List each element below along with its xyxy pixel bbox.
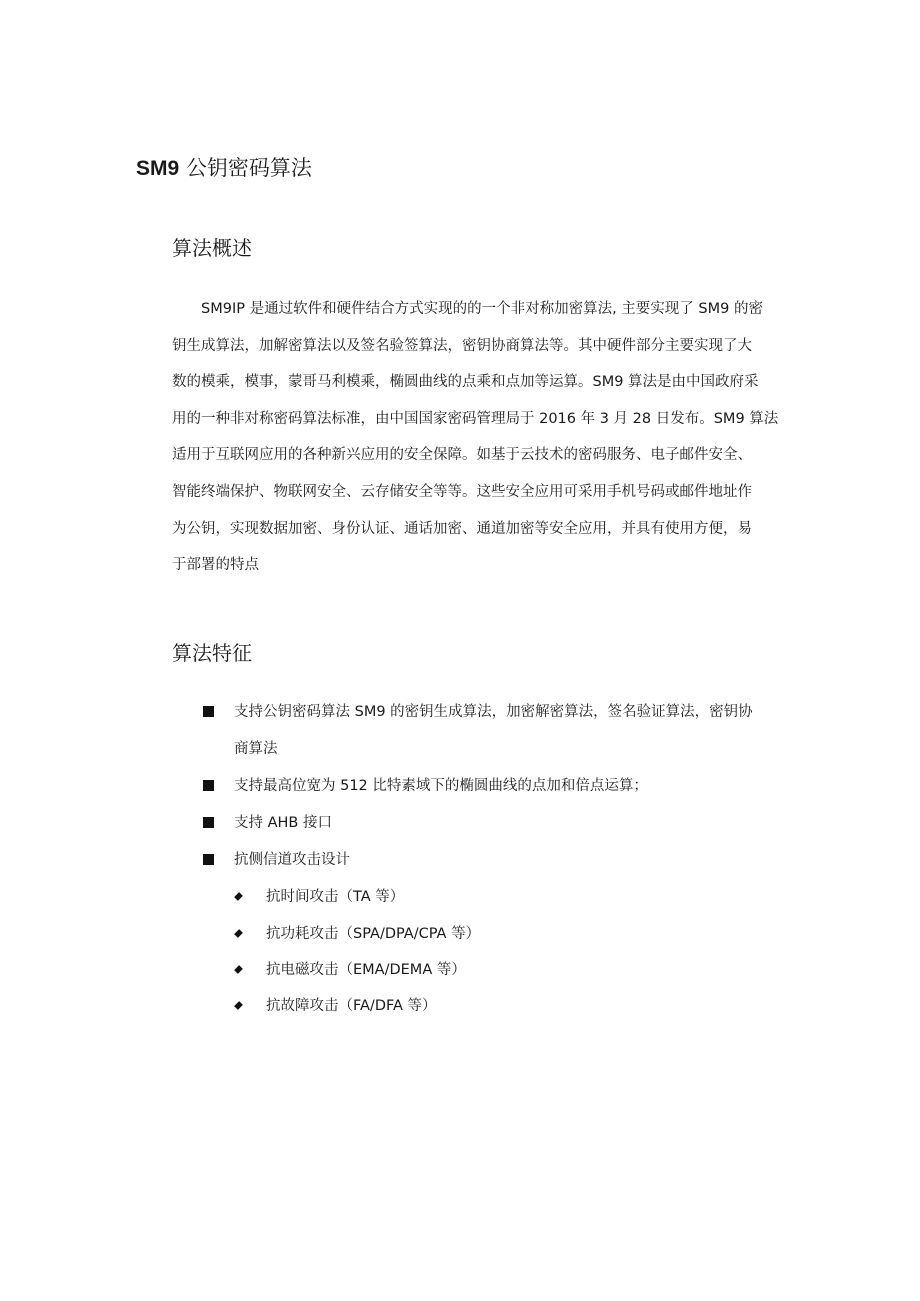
- feature-item-line: 商算法: [234, 741, 278, 757]
- square-bullet-icon: [203, 842, 214, 879]
- paragraph-line: SM9IP 是通过软件和硬件结合方式实现的的一个非对称加密算法, 主要实现了 SM9 的密: [201, 301, 763, 317]
- feature-item-line: 支持最高位宽为 512 比特素域下的椭圆曲线的点加和倍点运算；: [234, 778, 648, 794]
- features-heading: 算法特征: [172, 641, 252, 665]
- paragraph-line: 智能终端保护、物联网安全、云存储安全等等。这些安全应用可采用手机号码或邮件地址作: [172, 483, 752, 500]
- overview-heading: 算法概述: [172, 236, 252, 260]
- paragraph-line: 适用于互联网应用的各种新兴应用的安全保障。如基于云技术的密码服务、电子邮件安全、: [172, 447, 752, 464]
- paragraph-line: 为公钥，实现数据加密、身份认证、通话加密、通道加密等安全应用，并具有使用方便，易: [172, 520, 752, 537]
- feature-item-line: 支持公钥密码算法 SM9 的密钥生成算法，加密解密算法，签名验证算法，密钥协: [234, 704, 753, 720]
- overview-paragraph: [172, 291, 792, 584]
- diamond-bullet-icon: [235, 952, 242, 989]
- document-title: [136, 153, 312, 184]
- title-cjk: 公钥密码算法: [185, 156, 312, 180]
- paragraph-line: 数的模乘，模事，蒙哥马利模乘，椭圆曲线的点乘和点加等运算。SM9 算法是由中国政府采: [172, 374, 759, 391]
- feature-item-line: 抗侧信道攻击设计: [234, 852, 350, 868]
- feature-sub-item: 抗功耗攻击（SPA/DPA/CPA 等）: [266, 926, 481, 942]
- square-bullet-icon: [203, 694, 214, 731]
- paragraph-line: 于部署的特点: [172, 557, 259, 574]
- feature-sub-item: 抗故障攻击（FA/DFA 等）: [266, 998, 437, 1014]
- square-bullet-icon: [203, 768, 214, 805]
- feature-sub-item: 抗时间攻击（TA 等）: [266, 889, 405, 905]
- title-latin: SM9: [136, 157, 180, 180]
- feature-item-line: 支持 AHB 接口: [234, 815, 332, 831]
- paragraph-line: 钥生成算法，加解密算法以及签名验签算法，密钥协商算法等。其中硬件部分主要实现了大: [172, 337, 752, 354]
- diamond-bullet-icon: [235, 879, 242, 916]
- diamond-bullet-icon: [235, 988, 242, 1025]
- square-bullet-icon: [203, 805, 214, 842]
- feature-sub-item: 抗电磁攻击（EMA/DEMA 等）: [266, 962, 466, 978]
- diamond-bullet-icon: [235, 916, 242, 953]
- paragraph-line: 用的一种非对称密码算法标准，由中国国家密码管理局于 2016 年 3 月 28 日发布。SM9 算法: [172, 410, 779, 427]
